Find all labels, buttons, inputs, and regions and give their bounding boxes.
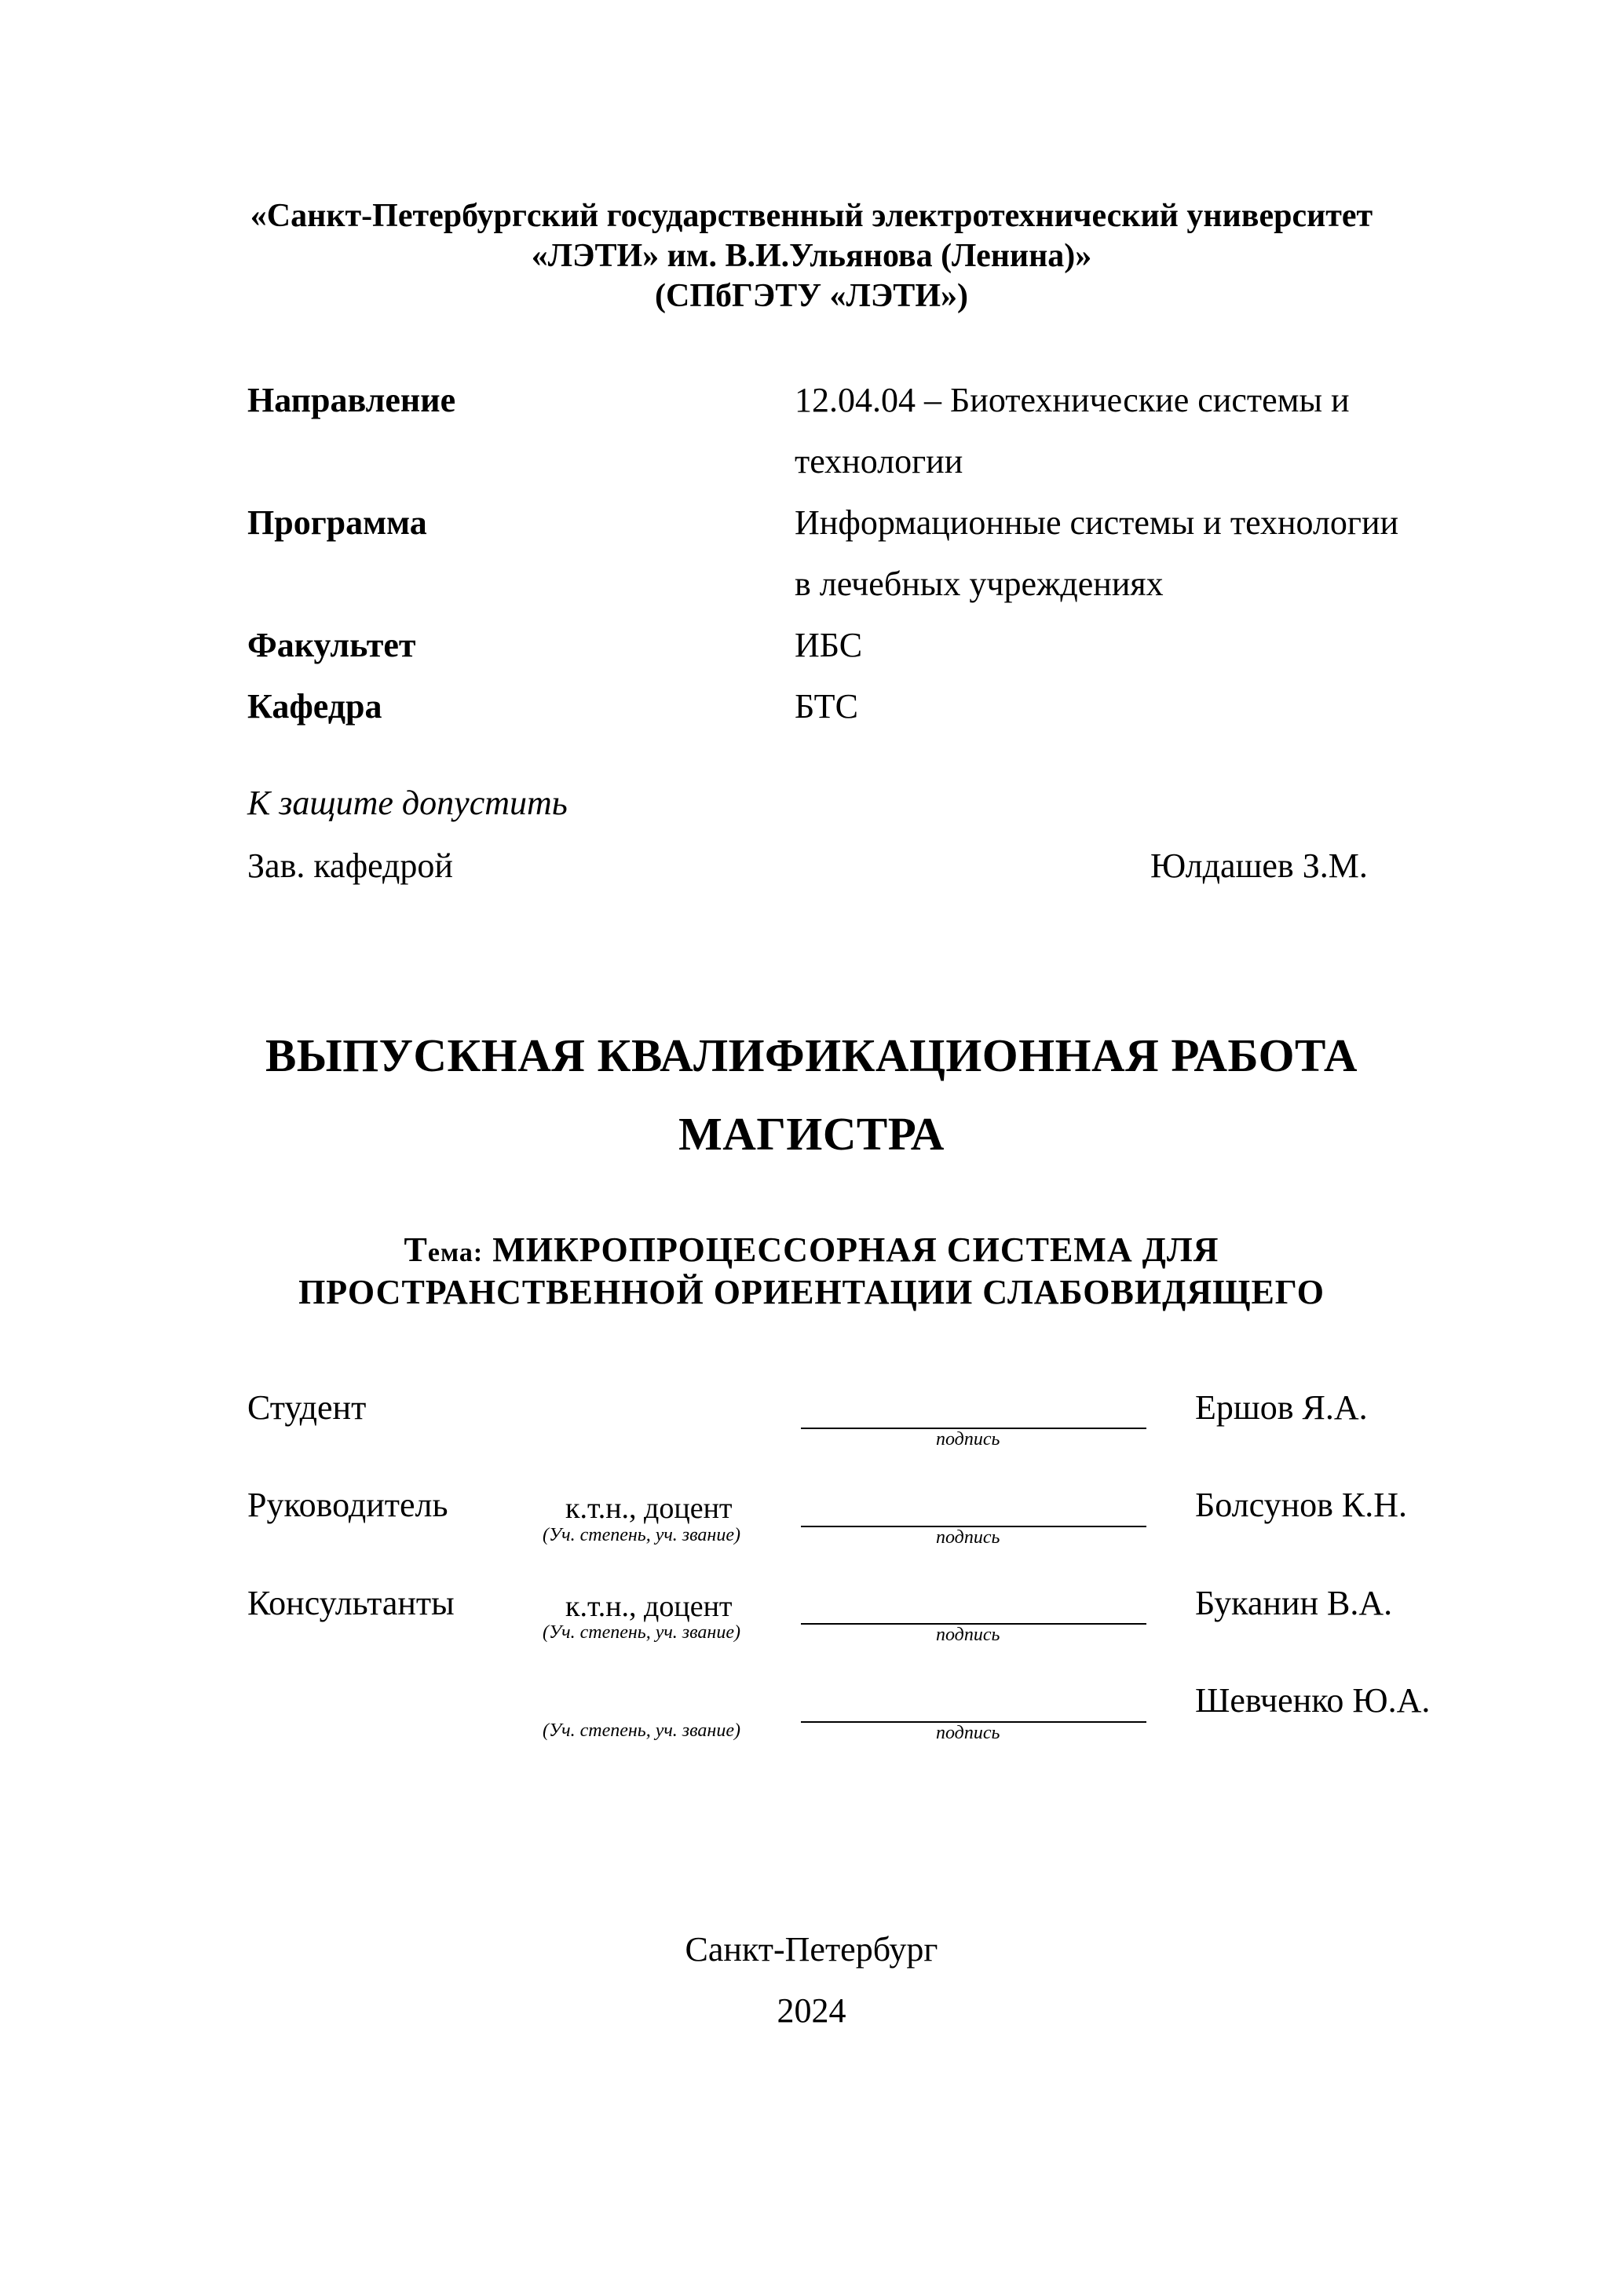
- consultant1-signature-caption: подпись: [936, 1625, 1000, 1645]
- topic-text-line1: МИКРОПРОЦЕССОРНАЯ СИСТЕМА ДЛЯ: [492, 1230, 1219, 1269]
- thesis-title-line1: ВЫПУСКНАЯ КВАЛИФИКАЦИОННАЯ РАБОТА: [265, 1029, 1358, 1081]
- admit-to-defense-text: К защите допустить: [247, 784, 568, 822]
- university-name-line1: «Санкт-Петербургский государственный электротехнический университет: [250, 198, 1373, 234]
- university-name-line2: «ЛЭТИ» им. В.И.Ульянова (Ленина)»: [531, 238, 1092, 274]
- head-of-department-name: Юлдашев З.М.: [1150, 846, 1368, 885]
- direction-label: Направление: [247, 381, 456, 419]
- department-value: БТС: [795, 687, 858, 726]
- department-label: Кафедра: [247, 687, 382, 726]
- supervisor-rank: к.т.н., доцент: [565, 1492, 733, 1525]
- head-of-department-label: Зав. кафедрой: [247, 846, 453, 885]
- faculty-value: ИБС: [795, 626, 863, 664]
- supervisor-signature-caption: подпись: [936, 1527, 1000, 1548]
- topic-prefix-first-letter: Т: [404, 1230, 428, 1269]
- topic-text-line2: ПРОСТРАНСТВЕННОЙ ОРИЕНТАЦИИ СЛАБОВИДЯЩЕГО: [298, 1273, 1325, 1311]
- supervisor-rank-caption: (Уч. степень, уч. звание): [543, 1525, 740, 1545]
- consultant1-rank: к.т.н., доцент: [565, 1590, 733, 1623]
- program-value-line1: Информационные системы и технологии: [795, 503, 1399, 542]
- consultant2-signature-caption: подпись: [936, 1723, 1000, 1743]
- direction-value-line1: 12.04.04 – Биотехнические системы и: [795, 381, 1350, 419]
- consultants-label: Консультанты: [247, 1584, 455, 1622]
- student-name: Ершов Я.А.: [1195, 1388, 1368, 1427]
- supervisor-name: Болсунов К.Н.: [1195, 1486, 1408, 1524]
- consultant1-rank-caption: (Уч. степень, уч. звание): [543, 1622, 740, 1643]
- program-label: Программа: [247, 503, 427, 542]
- consultant1-name: Буканин В.А.: [1195, 1584, 1393, 1622]
- consultant2-rank-caption: (Уч. степень, уч. звание): [543, 1720, 740, 1741]
- thesis-title-line2: МАГИСТРА: [678, 1108, 945, 1160]
- student-signature-caption: подпись: [936, 1429, 1000, 1450]
- university-abbreviation: (СПбГЭТУ «ЛЭТИ»): [655, 278, 968, 314]
- city: Санкт-Петербург: [685, 1930, 938, 1969]
- topic-prefix-rest: ема:: [427, 1238, 484, 1267]
- program-value-line2: в лечебных учреждениях: [795, 565, 1164, 603]
- year: 2024: [777, 1991, 846, 2030]
- topic-line1: [0, 1230, 1623, 1270]
- student-label: Студент: [247, 1388, 367, 1427]
- faculty-label: Факультет: [247, 626, 416, 664]
- direction-value-line2: технологии: [795, 442, 963, 481]
- supervisor-label: Руководитель: [247, 1486, 448, 1524]
- consultant2-name: Шевченко Ю.А.: [1195, 1681, 1431, 1720]
